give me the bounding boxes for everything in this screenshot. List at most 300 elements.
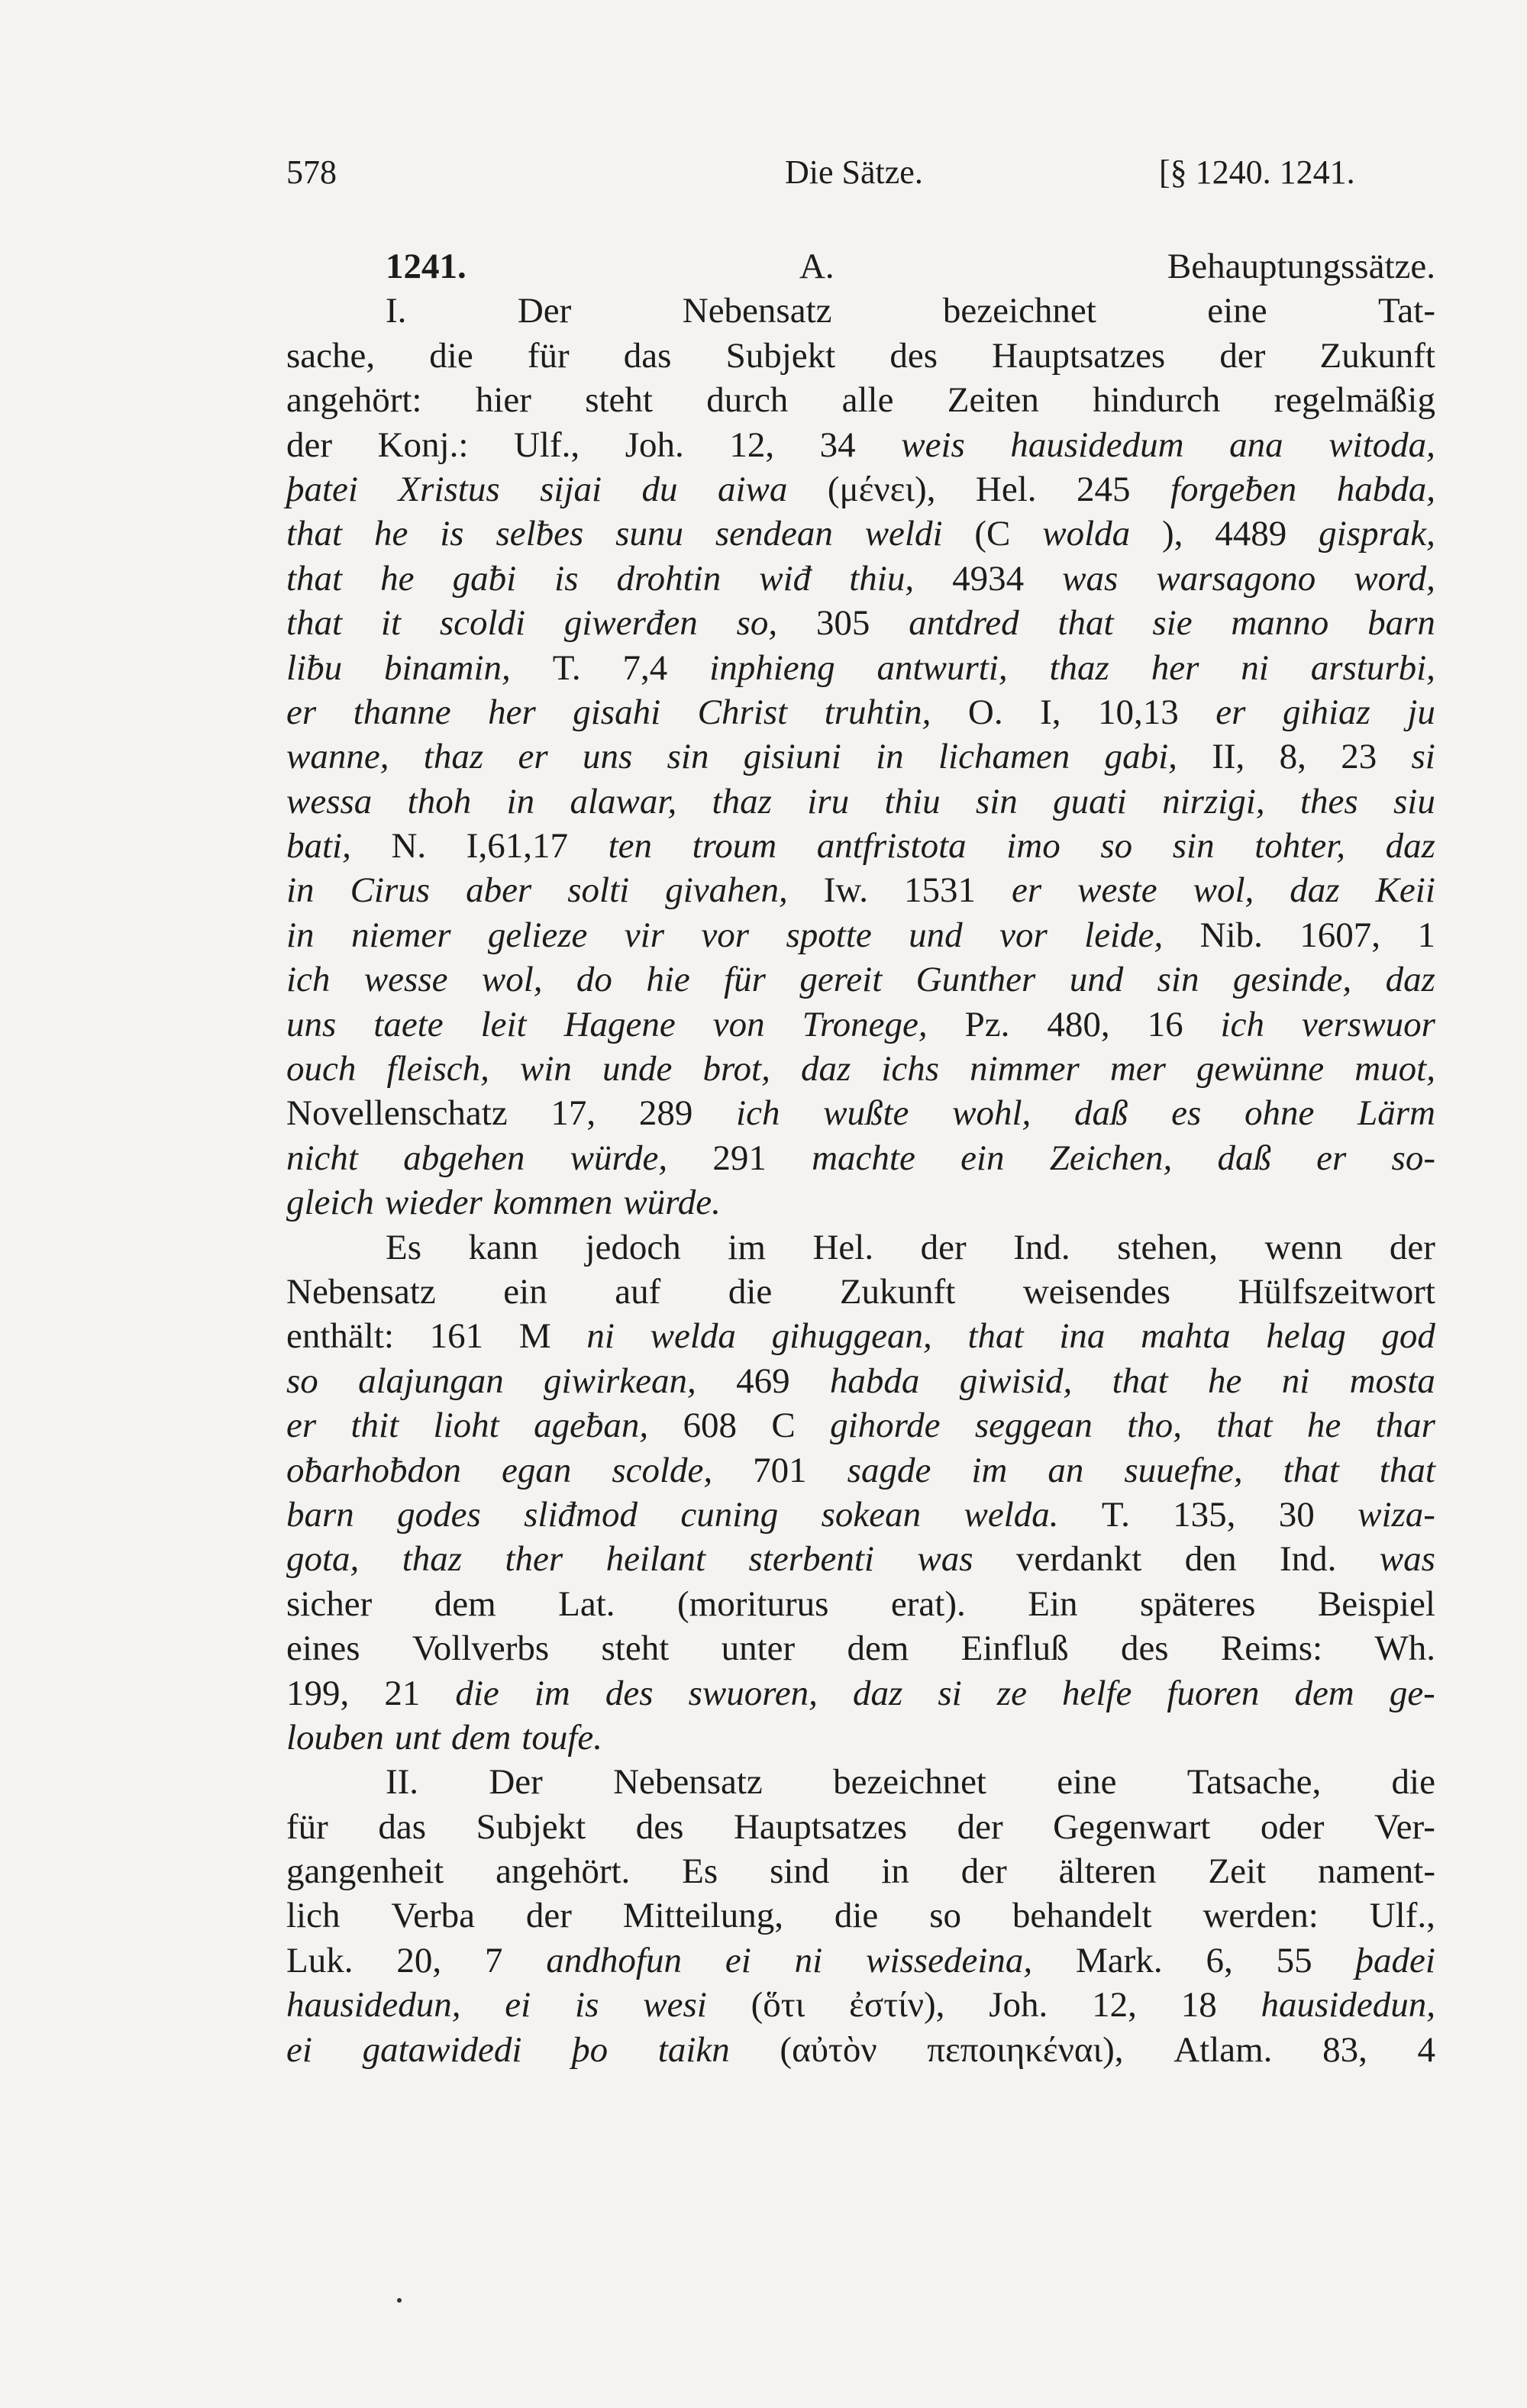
quoted-word: welda [650, 1316, 736, 1357]
quoted-word: spotte [786, 915, 872, 955]
quoted-word: sterbenti [748, 1539, 874, 1580]
quoted-word: scoldi [439, 603, 526, 644]
quoted-word: nimmer [970, 1049, 1080, 1089]
quoted-word: wohl, [952, 1093, 1031, 1134]
quoted-word: heilant [605, 1539, 706, 1580]
word: unter [721, 1628, 796, 1669]
word: die [728, 1271, 773, 1312]
quoted-word: ther [505, 1539, 563, 1580]
quoted-word: ana [1229, 424, 1283, 465]
word: der [286, 424, 333, 465]
word: älteren [1058, 1851, 1157, 1892]
quoted-word: die [455, 1673, 499, 1713]
word: der [920, 1227, 967, 1267]
quoted-word: troum [692, 826, 777, 867]
quoted-word: thanne [353, 692, 451, 732]
quoted-word: that [1379, 1450, 1435, 1490]
text-line [286, 1983, 1435, 2027]
quoted-word: do [576, 960, 612, 1000]
quoted-word: gihorde [830, 1406, 941, 1446]
quoted-word: wiza- [1358, 1494, 1435, 1535]
quoted-word: so [286, 1361, 318, 1401]
text-line [286, 1582, 1435, 1626]
word: 135, [1173, 1494, 1236, 1535]
word: 1607, [1299, 915, 1381, 955]
word: 7,4 [622, 647, 668, 688]
word: ein [503, 1271, 547, 1312]
body-text [286, 244, 1435, 2072]
quoted-word: ohne [1245, 1093, 1315, 1134]
quoted-word: thaz [402, 1539, 463, 1580]
quoted-word: sunu [615, 514, 683, 554]
text-line [286, 1537, 1435, 1581]
quoted-word: that [1112, 1361, 1168, 1401]
word: N. [391, 826, 427, 867]
quoted-word: god [1381, 1316, 1435, 1357]
quoted-word: ich [286, 960, 331, 1000]
quoted-word: gleich [286, 1183, 374, 1223]
word: dem [434, 1583, 496, 1624]
word: Pz. [964, 1004, 1010, 1044]
quoted-word: so- [1391, 1138, 1435, 1178]
quoted-word: Tronege, [802, 1004, 928, 1044]
quoted-word: ei [286, 2029, 312, 2070]
word: 245 [1077, 469, 1131, 509]
quoted-word: was [1379, 1539, 1435, 1580]
word: die [834, 1896, 879, 1936]
quoted-word: fleisch, [386, 1049, 489, 1089]
quoted-word: würde, [570, 1138, 668, 1178]
quoted-word: that [1216, 1406, 1273, 1446]
quoted-word: er [1316, 1138, 1347, 1178]
word: 289 [638, 1093, 693, 1134]
word: dem [847, 1628, 909, 1669]
quoted-word: he [380, 558, 415, 599]
word: (moriturus [677, 1583, 829, 1624]
quoted-word: des [605, 1673, 654, 1713]
quoted-word: ageƀan, [534, 1406, 649, 1446]
word: verdankt [1015, 1539, 1142, 1580]
word: Verba [391, 1896, 475, 1936]
quoted-word: thit [350, 1406, 399, 1446]
quoted-word: ni [1241, 647, 1269, 688]
quoted-word: uns [286, 1004, 337, 1044]
word: 305 [815, 603, 870, 644]
word: Mark. [1076, 1940, 1163, 1980]
word: Hauptsatzes [992, 335, 1166, 376]
word: 4 [1417, 2029, 1435, 2070]
text-line [286, 1091, 1435, 1135]
quoted-word: wissedeina, [866, 1940, 1033, 1980]
quoted-word: daß [1217, 1138, 1271, 1178]
quoted-word: er [1215, 692, 1246, 732]
quoted-word: gihiaz [1282, 692, 1370, 732]
quoted-word: würde. [623, 1183, 721, 1223]
text-line [286, 244, 1435, 289]
word: für [527, 335, 570, 376]
quoted-word: þo [572, 2029, 609, 2070]
word: 1531 [904, 870, 977, 911]
word: Tatsache, [1186, 1762, 1322, 1803]
quoted-word: guati [1053, 781, 1127, 821]
word: 23 [1341, 737, 1377, 777]
quoted-word: ichs [881, 1049, 940, 1089]
word: jedoch [585, 1227, 681, 1267]
word: 480, [1047, 1004, 1110, 1044]
word: die [1391, 1762, 1435, 1803]
word: 161 [429, 1316, 484, 1357]
word: durch [706, 380, 789, 421]
word: Zukunft [1319, 335, 1435, 376]
quoted-word: gesinde, [1232, 960, 1352, 1000]
word: Hel. [975, 469, 1037, 509]
quoted-word: witoda, [1328, 424, 1435, 465]
quoted-word: is [554, 558, 579, 599]
quoted-word: gisahi [573, 692, 661, 732]
word: eines [286, 1628, 360, 1669]
quoted-word: louben [286, 1717, 384, 1758]
text-line [286, 1626, 1435, 1670]
word: stehen, [1117, 1227, 1218, 1267]
quoted-word: oƀarhoƀdon [286, 1450, 461, 1490]
quoted-word: win [520, 1049, 572, 1089]
quoted-word: machte [812, 1138, 915, 1178]
word: eine [1057, 1762, 1117, 1803]
quoted-word: weldi [864, 514, 943, 554]
word: für [286, 1806, 328, 1847]
quoted-word: fuoren [1167, 1673, 1260, 1713]
word: T. [1101, 1494, 1130, 1535]
word: Ver- [1374, 1806, 1435, 1847]
word: πεποιηκέναι), [927, 2029, 1124, 2070]
word: so [929, 1896, 961, 1936]
quoted-word: wesi [643, 1985, 707, 2025]
word: bezeichnet [833, 1762, 986, 1803]
quoted-word: barn [286, 1494, 354, 1535]
text-line [286, 1225, 1435, 1270]
word: 21 [384, 1673, 421, 1713]
quoted-word: alawar, [570, 781, 677, 821]
quoted-word: swuoren, [688, 1673, 818, 1713]
quoted-word: sliđmod [524, 1494, 638, 1535]
quoted-word: es [1171, 1093, 1202, 1134]
text-line [286, 512, 1435, 556]
word: weisendes [1022, 1271, 1170, 1312]
quoted-word: nicht [286, 1138, 358, 1178]
quoted-word: liƀu [286, 647, 343, 688]
word: in [881, 1851, 909, 1892]
word: II, [1212, 737, 1245, 777]
quoted-word: daß [1073, 1093, 1128, 1134]
quoted-word: welda. [964, 1494, 1059, 1535]
word: Hel. [812, 1227, 874, 1267]
quoted-word: si [1411, 737, 1435, 777]
quoted-word: in [286, 915, 315, 955]
quoted-word: er [518, 737, 548, 777]
word: Konj.: [377, 424, 469, 465]
quoted-word: that [1057, 603, 1114, 644]
quoted-word: im [534, 1673, 570, 1713]
word: Hauptsatzes [733, 1806, 908, 1847]
word: Hülfszeitwort [1238, 1271, 1435, 1312]
quoted-word: ich [1220, 1004, 1264, 1044]
word: 20, [396, 1940, 442, 1980]
quoted-word: wolda [1042, 514, 1131, 554]
word: Nebensatz [682, 291, 832, 331]
quoted-word: gewünne [1196, 1049, 1325, 1089]
word: 30 [1278, 1494, 1315, 1535]
quoted-word: sin [1172, 826, 1215, 867]
quoted-word: wiđ [759, 558, 812, 599]
word: Subjekt [476, 1806, 586, 1847]
quoted-word: hausidedun, [1261, 1985, 1435, 2025]
section-reference: [§ 1240. 1241. [1159, 153, 1355, 191]
quoted-word: binamin, [384, 647, 511, 688]
quoted-word: abgehen [403, 1138, 525, 1178]
running-title: Die Sätze. [785, 153, 923, 191]
word: Der [489, 1762, 543, 1803]
word: alle [841, 380, 894, 421]
quoted-word: thar [1375, 1406, 1435, 1446]
word: wenn [1264, 1227, 1343, 1267]
word: Lat. [558, 1583, 615, 1624]
quoted-word: warsagono [1156, 558, 1316, 599]
quoted-word: thaz [423, 737, 484, 777]
word: angehört: [286, 380, 422, 421]
word: Beispiel [1317, 1583, 1435, 1624]
word: 291 [712, 1138, 767, 1178]
quoted-word: givahen, [665, 870, 788, 911]
quoted-word: he [1208, 1361, 1242, 1401]
quoted-word: barn [1367, 603, 1435, 644]
quoted-word: ni [586, 1316, 615, 1357]
quoted-word: in [876, 737, 904, 777]
word: Nebensatz [286, 1271, 436, 1312]
quoted-word: gihuggean, [771, 1316, 932, 1357]
quoted-word: mosta [1349, 1361, 1435, 1401]
quoted-word: suuefne, [1124, 1450, 1243, 1490]
word: (μένει), [827, 469, 936, 509]
word: Behauptungssätze. [1167, 247, 1435, 286]
text-line [286, 1805, 1435, 1849]
quoted-word: sijai [540, 469, 602, 509]
quoted-word: þatei [286, 469, 358, 509]
word: Joh. [989, 1985, 1048, 2025]
word: Atlam. [1173, 2029, 1273, 2070]
quoted-word: mahta [1141, 1316, 1231, 1357]
quoted-word: Lärm [1358, 1093, 1435, 1134]
text-line [286, 1047, 1435, 1091]
word: werden: [1203, 1896, 1319, 1936]
quoted-word: thoh [407, 781, 472, 821]
word: die [429, 335, 473, 376]
word: der [960, 1851, 1007, 1892]
quoted-word: unt [394, 1717, 441, 1758]
quoted-word: Zeichen, [1049, 1138, 1173, 1178]
quoted-word: toufe. [521, 1717, 603, 1758]
word: sicher [286, 1583, 373, 1624]
word: 17, [550, 1093, 596, 1134]
word: des [635, 1806, 684, 1847]
quoted-word: weis [901, 424, 965, 465]
quoted-word: habda [829, 1361, 920, 1401]
quoted-word: godes [397, 1494, 481, 1535]
quoted-word: lioht [433, 1406, 499, 1446]
word: im [728, 1227, 766, 1267]
quoted-word: er [286, 692, 317, 732]
quoted-word: he [373, 514, 408, 554]
quoted-word: daz [1385, 826, 1435, 867]
text-line [286, 1671, 1435, 1716]
word: der [525, 1896, 572, 1936]
word: Iw. [823, 870, 869, 911]
word: 4489 [1215, 514, 1287, 554]
word: 10,13 [1098, 692, 1179, 732]
quoted-word: nirzigi, [1162, 781, 1265, 821]
quoted-word: andhofun [546, 1940, 682, 1980]
quoted-word: word, [1354, 558, 1435, 599]
quoted-word: ju [1407, 692, 1435, 732]
word: Gegenwart [1053, 1806, 1211, 1847]
quoted-word: sin [975, 781, 1018, 821]
word: 12, [729, 424, 775, 465]
quoted-word: helfe [1062, 1673, 1132, 1713]
quoted-word: weste [1077, 870, 1157, 911]
word: des [1120, 1628, 1169, 1669]
quoted-word: helag [1266, 1316, 1346, 1357]
word: den [1184, 1539, 1237, 1580]
quoted-word: Keii [1375, 870, 1435, 911]
quoted-word: leide, [1084, 915, 1164, 955]
quoted-word: wessa [286, 781, 373, 821]
word: Reims: [1220, 1628, 1323, 1669]
quoted-word: sagde [847, 1450, 931, 1490]
page-number: 578 [286, 153, 337, 191]
word: 18 [1180, 1985, 1217, 2025]
quoted-word: wanne, [286, 737, 389, 777]
quoted-word: habda, [1336, 469, 1435, 509]
word: Es [682, 1851, 718, 1892]
quoted-word: so [1100, 826, 1133, 867]
quoted-word: seggean [974, 1406, 1093, 1446]
quoted-word: si [938, 1673, 962, 1713]
quoted-word: und [909, 915, 963, 955]
word: regelmäßig [1274, 380, 1435, 421]
quoted-word: muot, [1354, 1049, 1435, 1089]
quoted-word: bati, [286, 826, 351, 867]
quoted-word: sendean [715, 514, 833, 554]
quoted-word: brot, [702, 1049, 770, 1089]
word: O. [967, 692, 1003, 732]
word: Ulf., [1369, 1896, 1435, 1936]
word: auf [615, 1271, 661, 1312]
word: hier [475, 380, 531, 421]
quoted-word: mer [1109, 1049, 1166, 1089]
quoted-word: daz [853, 1673, 903, 1713]
word: Joh. [625, 424, 684, 465]
quoted-word: that [967, 1316, 1024, 1357]
word: M [518, 1316, 551, 1357]
quoted-word: sie [1152, 603, 1193, 644]
word: Nebensatz [613, 1762, 763, 1803]
word: Ulf., [513, 424, 580, 465]
word: 8, [1279, 737, 1306, 777]
quoted-word: daz [1385, 960, 1435, 1000]
text-line [286, 2028, 1435, 2072]
quoted-word: þadei [1355, 1940, 1435, 1980]
quoted-word: thiu [884, 781, 941, 821]
quoted-word: leit [480, 1004, 527, 1044]
quoted-word: truhtin, [824, 692, 931, 732]
word: gangenheit [286, 1851, 444, 1892]
quoted-word: wesse [363, 960, 448, 1000]
quoted-word: aiwa [717, 469, 788, 509]
text-line [286, 334, 1435, 378]
word: 4934 [952, 558, 1025, 599]
text-line [286, 1314, 1435, 1358]
text-line [286, 824, 1435, 868]
quoted-word: in [506, 781, 535, 821]
word: I. [386, 291, 407, 331]
word: steht [601, 1628, 670, 1669]
quoted-word: it [380, 603, 402, 644]
word: das [623, 335, 672, 376]
word: Ind. [1280, 1539, 1337, 1580]
text-line [286, 646, 1435, 690]
quoted-word: sokean [821, 1494, 922, 1535]
word: T. [552, 647, 581, 688]
word: II. [386, 1762, 419, 1803]
quoted-word: inphieng [709, 647, 835, 688]
quoted-word: ni [1281, 1361, 1310, 1401]
quoted-word: dem [450, 1717, 512, 1758]
quoted-word: antdred [909, 603, 1019, 644]
quoted-word: er [1012, 870, 1042, 911]
word: ἐστίν), [849, 1985, 945, 2025]
stray-mark [397, 2298, 402, 2303]
quoted-word: forgeƀen [1170, 469, 1297, 509]
text-line [286, 734, 1435, 779]
quoted-word: antfristota [816, 826, 967, 867]
quoted-word: thiu, [849, 558, 915, 599]
quoted-word: wußte [823, 1093, 909, 1134]
quoted-word: du [641, 469, 678, 509]
quoted-word: gaƀi [452, 558, 517, 599]
quoted-word: siu [1393, 781, 1435, 821]
text-line [286, 1938, 1435, 1983]
quoted-word: von [712, 1004, 765, 1044]
word: Zeiten [947, 380, 1039, 421]
quoted-word: so, [736, 603, 778, 644]
text-line [286, 557, 1435, 601]
quoted-word: gereit [799, 960, 883, 1000]
quoted-word: selƀes [496, 514, 584, 554]
word: Vollverbs [412, 1628, 550, 1669]
text-line [286, 601, 1435, 645]
word: Ind. [1013, 1227, 1070, 1267]
quoted-word: drohtin [616, 558, 722, 599]
text-line [286, 1493, 1435, 1537]
word: lich [286, 1896, 341, 1936]
text-line [286, 1180, 1435, 1225]
quoted-word: cuning [680, 1494, 779, 1535]
word: Luk. [286, 1940, 354, 1980]
word: Novellenschatz [286, 1093, 508, 1134]
word: das [378, 1806, 427, 1847]
word: (αὐτὸν [780, 2029, 877, 2070]
quoted-word: that [286, 514, 343, 554]
word: des [889, 335, 938, 376]
